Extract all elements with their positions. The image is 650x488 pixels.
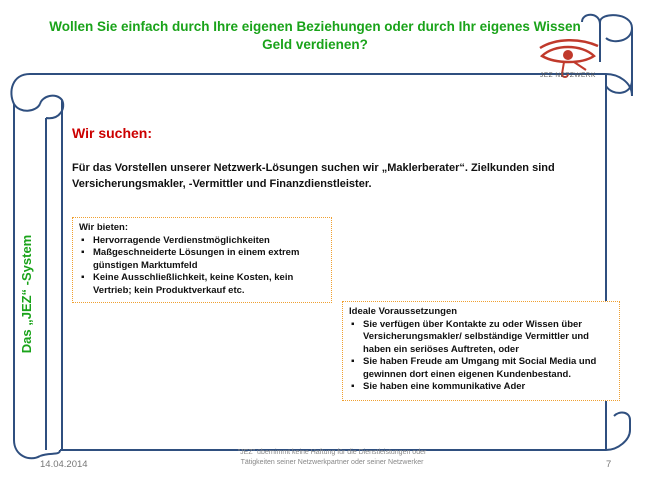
logo-text: JEZ NETZWERK (540, 72, 596, 79)
title-line-2: Geld verdienen? (262, 37, 368, 52)
list-item: ▪ Hervorragende Verdienstmöglichkeiten (93, 235, 325, 248)
list-item: ▪ Keine Ausschließlichkeit, keine Kosten, kein Vertrieb; kein Produktverkauf etc. (93, 272, 325, 297)
system-label: Das „JEZ“ -System (19, 234, 34, 354)
offer-title: Wir bieten: (79, 222, 128, 233)
page-title (20, 18, 610, 54)
offer-box (72, 217, 332, 303)
list-item: ▪ Maßgeschneiderte Lösungen in einem extrem günstigen Marktumfeld (93, 247, 325, 272)
list-item: ▪ Sie haben Freude am Umgang mit Social Media und gewinnen dort einen eigenen Kundenbestand. (363, 356, 613, 381)
title-line-1: Wollen Sie einfach durch Ihre eigenen Beziehungen oder durch Ihr eigenes Wissen (49, 19, 581, 34)
intro-text: Für das Vorstellen unserer Netzwerk-Lösungen suchen wir „Maklerberater“. Zielkunden sind Versicherungsmakler, -Vermittler und Finanzdienstleister. (72, 162, 555, 190)
requirements-title: Ideale Voraussetzungen (349, 306, 458, 317)
list-item: ▪ Sie haben eine kommunikative Ader (363, 381, 613, 394)
requirements-list (349, 319, 613, 394)
offer-list (79, 235, 325, 298)
footer-date: 14.04.2014 (40, 459, 88, 470)
page-number: 7 (606, 459, 612, 470)
section-heading: Wir suchen: (72, 125, 152, 141)
footer-disclaimer: "JEZ" übernimmt keine Haftung für die Dienstleistungen oder Tätigkeiten seiner Netzwerkpartner oder seiner Netzwerker (237, 449, 427, 466)
list-item: ▪ Sie verfügen über Kontakte zu oder Wissen über Versicherungsmakler/ selbständige Vermittler und haben ein seriöses Auftreten, oder (363, 319, 613, 357)
requirements-box (342, 301, 620, 401)
